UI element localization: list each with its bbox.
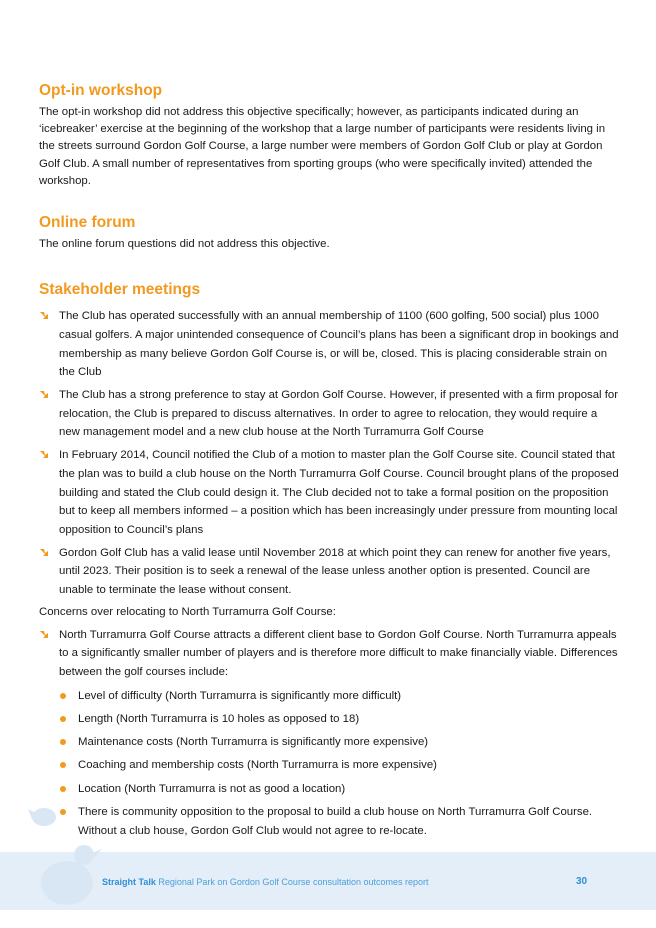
arrow-marker-icon (39, 310, 50, 321)
list-item (59, 710, 621, 729)
list-item-text: North Turramurra Golf Course attracts a different client base to Gordon Golf Course. North Turramurra appeals to a significantly smaller number of players and is therefore more difficult to make financially viable. Differences between the golf courses include: (59, 628, 618, 679)
list-item (39, 446, 621, 540)
list-item (39, 307, 621, 382)
bullet-dot-icon (60, 762, 66, 768)
arrow-marker-icon (39, 389, 50, 400)
list-item (59, 687, 621, 706)
list-item-text: The Club has operated successfully with an annual membership of 1100 (600 golfing, 500 social) plus 1000 casual golfers. A major unintended consequence of Council’s plans has been a significant drop in bookings and membership as many believe Gordon Golf Course is, or will be, closed. This is placing considerable strain on the Club (59, 310, 619, 379)
differences-list (59, 687, 621, 840)
list-item-text: In February 2014, Council notified the Club of a motion to master plan the Golf Course site. Council stated that the plan was to build a club house on the North Turramurra Golf Course. Council brought plans of the proposed building and stated the Club could design it. The Club decided not to take a formal position on the proposition but to keep all members informed – a position which has been increasingly under pressure from mounting local opposition to Council’s plans (59, 449, 619, 536)
footer-report-title: Regional Park on Gordon Golf Course consultation outcomes report (158, 877, 429, 887)
list-item-text: Coaching and membership costs (North Turramurra is more expensive) (78, 759, 437, 772)
list-item-text: Length (North Turramurra is 10 holes as opposed to 18) (78, 713, 360, 726)
list-item-text: Gordon Golf Club has a valid lease until November 2018 at which point they can renew for another five years, until 2023. Their position is to seek a renewal of the lease unless another option is presented. Council are unable to terminate the lease without consent. (59, 546, 611, 597)
section-body-optin: The opt-in workshop did not address this objective specifically; however, as participants indicated during an ‘icebreaker’ exercise at the beginning of the workshop that a large number of participants were residents living in the streets surround Gordon Golf Course, a large number were members of Gordon Golf Club or play at Gordon Golf Club. A small number of representatives from sporting groups (who were specifically invited) attended the workshop. (39, 106, 606, 187)
section-title-optin: Opt-in workshop (39, 82, 163, 99)
arrow-marker-icon (39, 449, 50, 460)
list-item-text: Location (North Turramurra is not as good a location) (78, 782, 346, 795)
stakeholder-bullet-list (39, 307, 621, 600)
list-item (39, 544, 621, 600)
list-item (59, 733, 621, 752)
page-number: 30 (576, 876, 588, 887)
bird-icon (22, 795, 112, 910)
concerns-label: Concerns over relocating to North Turramurra Golf Course: (39, 605, 336, 618)
list-item-text: Maintenance costs (North Turramurra is significantly more expensive) (78, 736, 429, 749)
list-item-text: The Club has a strong preference to stay at Gordon Golf Course. However, if presented with a firm proposal for relocation, the Club is prepared to discuss alternatives. In order to agree to relocation, they would require a new management model and a new club house at the North Turramurra Golf Course (59, 389, 619, 439)
arrow-marker-icon (39, 629, 50, 640)
page-content (39, 82, 621, 845)
bullet-dot-icon (60, 739, 66, 745)
list-item (59, 756, 621, 775)
list-item-text: There is community opposition to the proposal to build a club house on North Turramurra Golf Course. Without a club house, Gordon Golf Club would not agree to re-locate. (78, 805, 593, 837)
list-item (39, 626, 621, 841)
section-title-stakeholder: Stakeholder meetings (39, 281, 201, 299)
section-title-online: Online forum (39, 214, 136, 232)
footer-text (102, 877, 429, 887)
list-item (59, 803, 621, 840)
bullet-dot-icon (60, 716, 66, 722)
section-body-online: The online forum questions did not address this objective. (39, 238, 330, 251)
arrow-marker-icon (39, 547, 50, 558)
bullet-dot-icon (60, 693, 66, 699)
list-item (39, 386, 621, 442)
bullet-dot-icon (60, 786, 66, 792)
concerns-bullet-list (39, 626, 621, 841)
list-item (59, 780, 621, 799)
list-item-text: Level of difficulty (North Turramurra is significantly more difficult) (78, 689, 402, 702)
footer-brand: Straight Talk (102, 877, 156, 887)
